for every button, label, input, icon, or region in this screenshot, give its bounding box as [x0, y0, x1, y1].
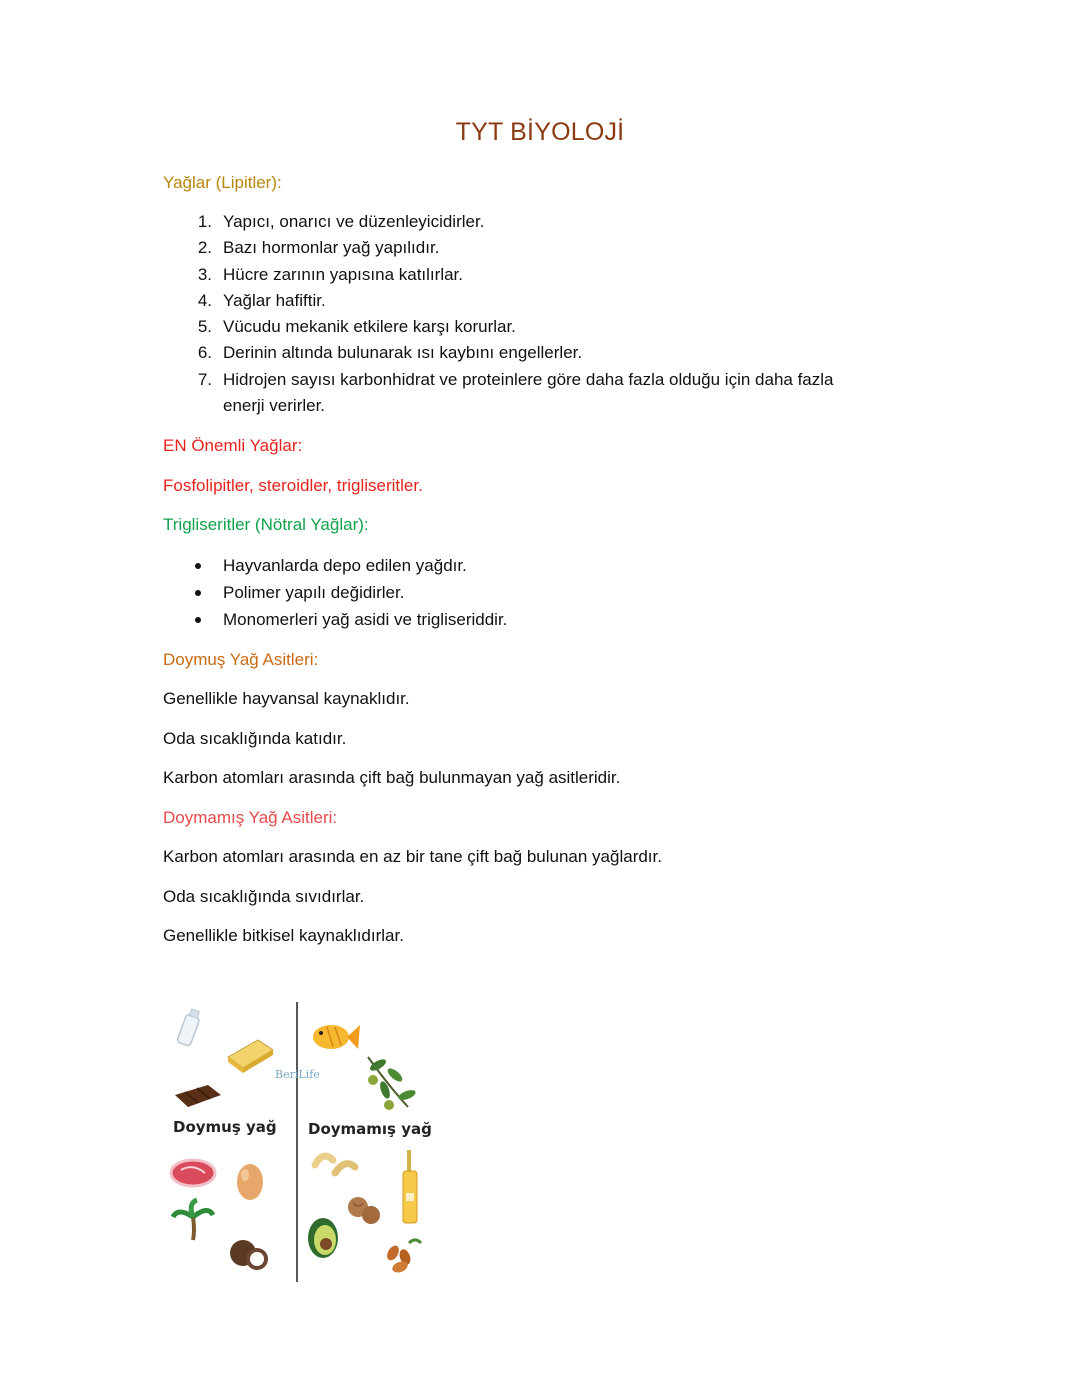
list-item-continuation: [190, 393, 834, 419]
palm-tree-icon: [173, 1200, 213, 1240]
triglycerides-list: [190, 552, 507, 633]
list-item: [190, 235, 834, 261]
egg-icon: [237, 1164, 263, 1200]
list-number: 3.: [197, 264, 212, 284]
bullet-item: [190, 606, 507, 633]
page-title: TYT BİYOLOJİ: [455, 118, 625, 146]
list-number: 2.: [197, 238, 212, 258]
fish-icon: [313, 1025, 360, 1049]
list-number: 6.: [197, 343, 212, 363]
cashew-icon: [315, 1156, 355, 1173]
bullet-dot: [195, 590, 201, 596]
important-text: Fosfolipitler, steroidler, trigliseritler.: [163, 476, 423, 495]
important-heading: EN Önemli Yağlar:: [163, 436, 303, 455]
steak-icon: [171, 1160, 215, 1186]
almond-icon: [385, 1240, 421, 1274]
list-text: Hidrojen sayısı karbonhidrat ve proteinlere göre daha fazla olduğu için daha fazla: [223, 369, 834, 389]
list-number: 5.: [197, 317, 212, 337]
list-item: [190, 209, 834, 235]
lipids-heading: Yağlar (Lipitler):: [163, 173, 282, 192]
fats-illustration: [163, 995, 443, 1287]
avocado-icon: [308, 1218, 338, 1258]
list-text: Derinin altında bulunarak ısı kaybını engellerler.: [223, 343, 583, 363]
bullet-dot: [195, 617, 201, 623]
unsaturated-line: Oda sıcaklığında sıvıdırlar.: [163, 887, 365, 906]
list-text: enerji verirler.: [223, 396, 326, 416]
lipids-list: [190, 209, 834, 419]
list-item: [190, 367, 834, 393]
saturated-heading: Doymuş Yağ Asitleri:: [163, 650, 319, 669]
saturated-line: Oda sıcaklığında katıdır.: [163, 729, 347, 748]
coconut-icon: [230, 1240, 268, 1270]
butter-icon: [228, 1040, 273, 1073]
bullet-dot: [195, 563, 201, 569]
list-item: [190, 314, 834, 340]
bullet-item: [190, 552, 507, 579]
list-number: 7.: [197, 369, 212, 389]
olive-branch-icon: [368, 1057, 417, 1110]
list-item: [190, 262, 834, 288]
list-text: Yapıcı, onarıcı ve düzenleyicidirler.: [223, 212, 485, 231]
bullet-item: [190, 579, 507, 606]
saturated-line: Genellikle hayvansal kaynaklıdır.: [163, 689, 410, 708]
list-text: Yağlar hafiftir.: [223, 290, 326, 310]
unsaturated-label: Doymamış yağ: [308, 1120, 432, 1138]
list-item: [190, 340, 834, 366]
bullet-text: Monomerleri yağ asidi ve trigliseriddir.: [223, 610, 508, 629]
food-icons: [163, 995, 443, 1287]
unsaturated-line: Karbon atomları arasında en az bir tane çift bağ bulunan yağlardır.: [163, 847, 662, 866]
unsaturated-heading: Doymamış Yağ Asitleri:: [163, 808, 338, 827]
saturated-label: Doymuş yağ: [173, 1118, 277, 1136]
list-number: 1.: [197, 212, 212, 231]
list-text: Bazı hormonlar yağ yapılıdır.: [223, 238, 440, 258]
chocolate-icon: [175, 1085, 221, 1107]
oil-bottle-icon: [403, 1150, 417, 1223]
list-number: 4.: [197, 290, 212, 310]
list-text: Hücre zarının yapısına katılırlar.: [223, 264, 463, 284]
bullet-text: Hayvanlarda depo edilen yağdır.: [223, 556, 467, 575]
list-text: Vücudu mekanik etkilere karşı korurlar.: [223, 317, 516, 337]
list-item: [190, 288, 834, 314]
walnut-icon: [348, 1197, 380, 1224]
bullet-text: Polimer yapılı değidirler.: [223, 583, 405, 602]
saturated-line: Karbon atomları arasında çift bağ bulunmayan yağ asitleridir.: [163, 768, 621, 787]
milk-bottle-icon: [177, 1008, 202, 1047]
unsaturated-line: Genellikle bitkisel kaynaklıdırlar.: [163, 926, 404, 945]
logo: BeriLife: [275, 1068, 320, 1081]
triglycerides-heading: Trigliseritler (Nötral Yağlar):: [163, 515, 369, 534]
